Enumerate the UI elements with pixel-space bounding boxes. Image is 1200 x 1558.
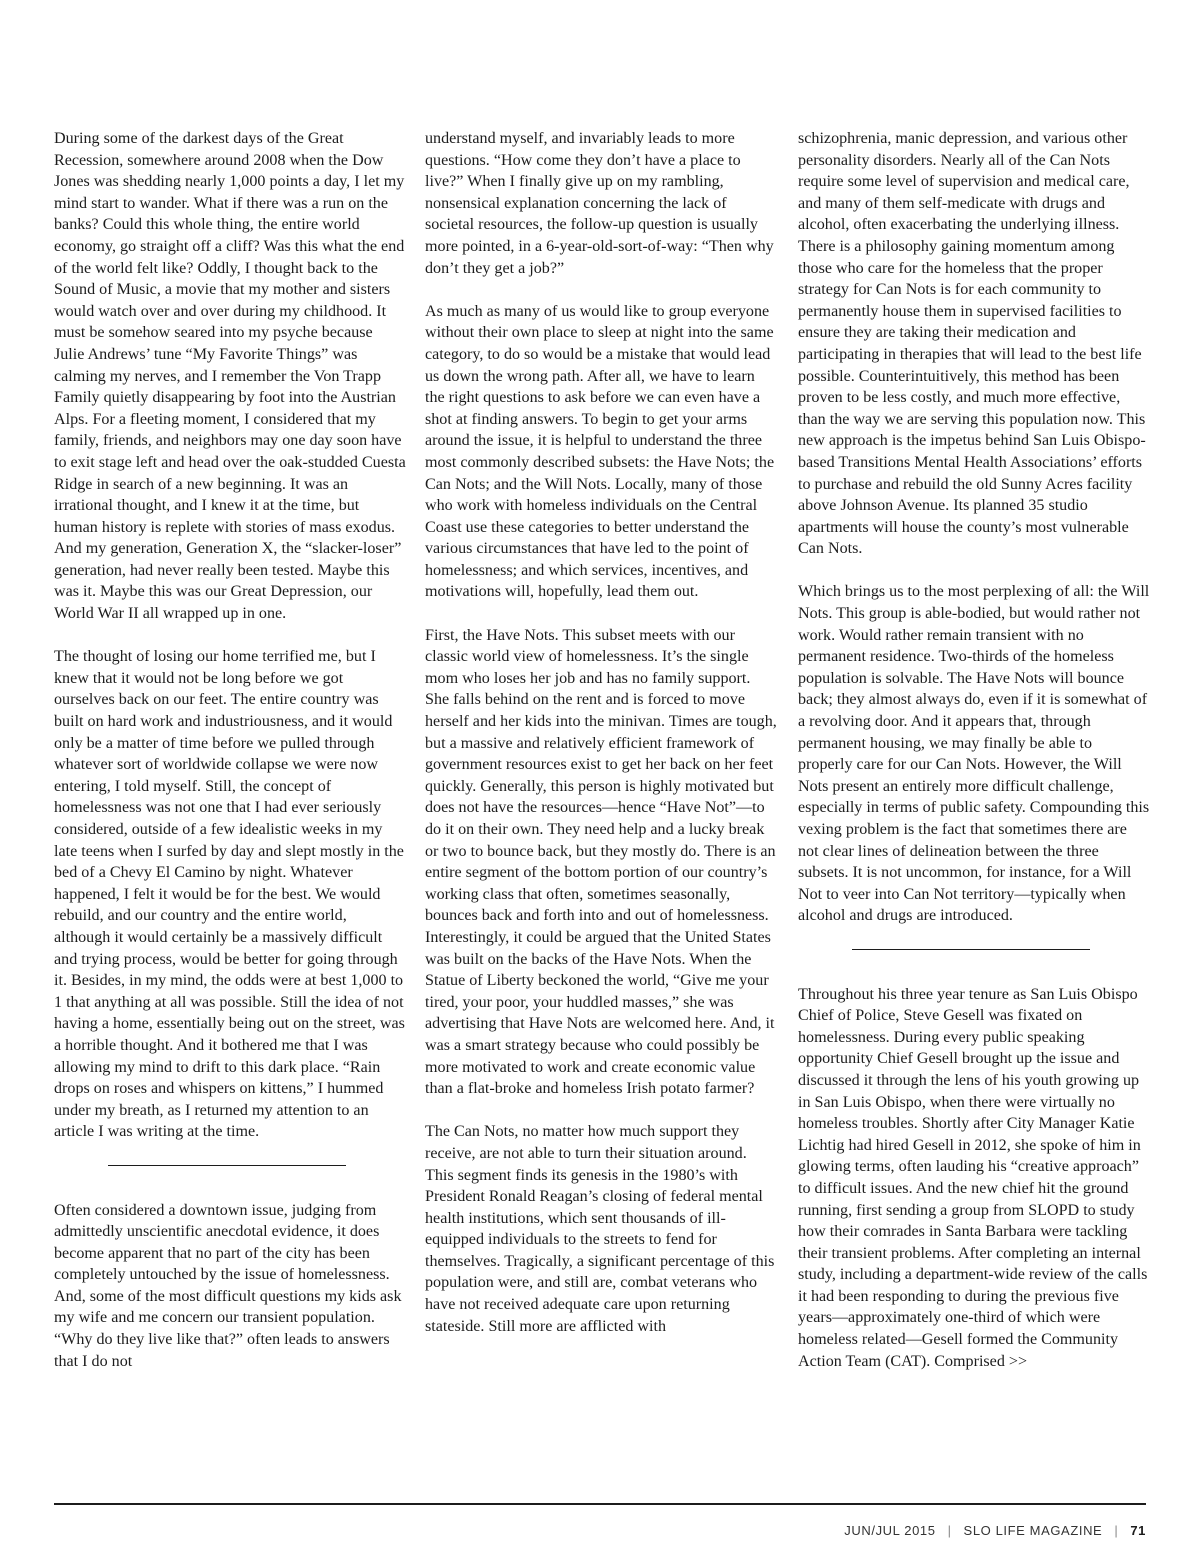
paragraph: First, the Have Nots. This subset meets with our classic world view of homelessness. It’s the single mom who loses her job and has no family support. She falls behind on the rent and is forced to move herself and her kids into the minivan. Times are tough, but a massive and relatively efficient framework of government resources exist to get her back on her feet quickly. Generally, this person is highly motivated but does not have the resources—hence “Have Not”—to do it on their own. They need help and a lucky break or two to bounce back, but they mostly do. There is an entire segment of the bottom portion of our country’s working class that often, sometimes seasonally, bounces back and forth into and out of homelessness. Interestingly, it could be argued that the United States was built on the backs of the Have Nots. When the Statue of Liberty beckoned the world, “Give me your tired, your poor, your huddled masses,” she was advertising that Have Nots are welcomed here. And, it was a smart strategy because who could possibly be more motivated to work and create economic value than a flat-broke and homeless Irish potato farmer? (425, 626, 777, 1098)
paragraph: The Can Nots, no matter how much support they receive, are not able to turn their situation around. This segment finds its genesis in the 1980’s with President Ronald Reagan’s closing of federal mental health institutions, which sent thousands of ill-equipped individuals to the streets to fend for themselves. Tragically, a significant percentage of this population were, and still are, combat veterans who have not received adequate care upon returning stateside. Still more are afflicted with (425, 1123, 775, 1335)
paragraph: As much as many of us would like to group everyone without their own place to sleep at night into the same category, to do so would be a mistake that would lead us down the wrong path. After all, we have to learn the right questions to ask before we can even have a shot at finding answers. To begin to get your arms around the issue, it is helpful to understand the three most commonly described subsets: the Have Nots; the Can Nots; and the Will Nots. Locally, many of those who work with homeless individuals on the Central Coast use these categories to better understand the various circumstances that have led to the point of homelessness; and which services, incentives, and motivations will, hopefully, lead them out. (425, 302, 775, 601)
article-column-2 (425, 128, 777, 1359)
footer-separator: | (947, 1523, 952, 1538)
paragraph: Often considered a downtown issue, judging from admittedly unscientific anecdotal evidence, it does become apparent that no part of the city has been completely untouched by the issue of homelessness. And, some of the most difficult questions my kids ask my wife and me concern our transient population. “Why do they live like that?” often leads to answers that I do not (54, 1201, 402, 1370)
page-number: 71 (1130, 1523, 1146, 1538)
issue-date: JUN/JUL 2015 (844, 1523, 936, 1538)
paragraph: schizophrenia, manic depression, and various other personality disorders. Nearly all of the Can Nots require some level of supervision and medical care, and many of them self-medicate with drugs and alcohol, often exacerbating the underlying illness. There is a philosophy gaining momentum among those who care for the homeless that the proper strategy for Can Nots is for each community to permanently house them in supervised facilities to ensure they are taking their medication and participating in therapies that will lead to the best life possible. Counterintuitively, this method has been proven to be less costly, and much more effective, than the way we are serving this population now. This new approach is the impetus behind San Luis Obispo-based Transitions Mental Health Associations’ efforts to purchase and rebuild the old Sunny Acres facility above Johnson Avenue. Its planned 35 studio apartments will house the county’s most vulnerable Can Nots. (798, 130, 1146, 558)
magazine-name: SLO LIFE MAGAZINE (963, 1523, 1103, 1538)
paragraph: Throughout his three year tenure as San Luis Obispo Chief of Police, Steve Gesell was fixated on homelessness. During every public speaking opportunity Chief Gesell brought up the issue and discussed it through the lens of his youth growing up in San Luis Obispo, when there were virtually no homeless troubles. Shortly after City Manager Katie Lichtig had hired Gesell in 2012, she spoke of him in glowing terms, often lauding his “creative approach” to difficult issues. And the new chief hit the ground running, first sending a group from SLOPD to study how their comrades in Santa Barbara were tackling their transient problems. After completing an internal study, including a department-wide review of the calls it had been responding to during the previous five years—approximately one-third of which were homeless related—Gesell formed the Community Action Team (CAT). Comprised >> (798, 985, 1148, 1370)
section-divider (108, 1165, 346, 1166)
paragraph: understand myself, and invariably leads to more questions. “How come they don’t have a place to live?” When I finally give up on my rambling, nonsensical explanation concerning the lack of societal resources, the follow-up question is usually more pointed, in a 6-year-old-sort-of-way: “Then why don’t they get a job?” (425, 130, 774, 277)
section-divider (852, 949, 1090, 950)
paragraph: The thought of losing our home terrified me, but I knew that it would not be long before we got ourselves back on our feet. The entire country was built on hard work and industriousness, and it would only be a matter of time before we pulled through whatever sort of worldwide collapse we were now entering, I told myself. Still, the concept of homelessness was not one that I had ever seriously considered, outside of a few idealistic weeks in my late teens when I surfed by day and slept mostly in the bed of a Chevy El Camino by night. Whatever happened, I felt it would be for the best. We would rebuild, and our country and the entire world, although it would certainly be a massively difficult and trying process, would be better for going through it. Besides, in my mind, the odds were at best 1,000 to 1 that anything at all was possible. Still the idea of not having a home, essentially being out on the street, was a horrible thought. And it bothered me that I was allowing my mind to drift to this dark place. “Rain drops on roses and whispers on kittens,” I hummed under my breath, as I returned my attention to an article I was writing at the time. (54, 648, 405, 1141)
footer-separator: | (1114, 1523, 1119, 1538)
paragraph: During some of the darkest days of the Great Recession, somewhere around 2008 when the Dow Jones was shedding nearly 1,000 points a day, I let my mind start to wander. What if there was a run on the banks? Could this whole thing, the entire world economy, go straight off a cliff? Was this what the end of the world felt like? Oddly, I thought back to the Sound of Music, a movie that my mother and sisters would watch over and over during my childhood. It must be somehow seared into my psyche because Julie Andrews’ tune “My Favorite Things” was calming my nerves, and I remember the Von Trapp Family quietly disappearing by foot into the Austrian Alps. For a fleeting moment, I considered that my family, friends, and neighbors may one day soon have to exit stage left and head over the oak-studded Cuesta Ridge in search of a new beginning. It was an irrational thought, and I knew it at the time, but human history is replete with stories of mass exodus. And my generation, Generation X, the “slacker-loser” generation, had never really been tested. Maybe this was it. Maybe this was our Great Depression, our World War II all wrapped up in one. (54, 130, 406, 623)
article-column-3 (798, 128, 1150, 1394)
paragraph: Which brings us to the most perplexing of all: the Will Nots. This group is able-bodied, but would rather not work. Would rather remain transient with no permanent residence. Two-thirds of the homeless population is solvable. The Have Nots will bounce back; they almost always do, even if it is somewhat of a revolving door. And it appears that, through permanent housing, we may finally be able to properly care for our Can Nots. However, the Will Nots present an entirely more difficult challenge, especially in terms of public safety. Compounding this vexing problem is the fact that sometimes there are not clear lines of delineation between the three subsets. It is not uncommon, for instance, for a Will Not to veer into Can Not territory—typically when alcohol and drugs are introduced. (798, 583, 1150, 925)
footer-rule (54, 1503, 1146, 1505)
article-column-1 (54, 128, 406, 1394)
page-footer (844, 1523, 1146, 1538)
